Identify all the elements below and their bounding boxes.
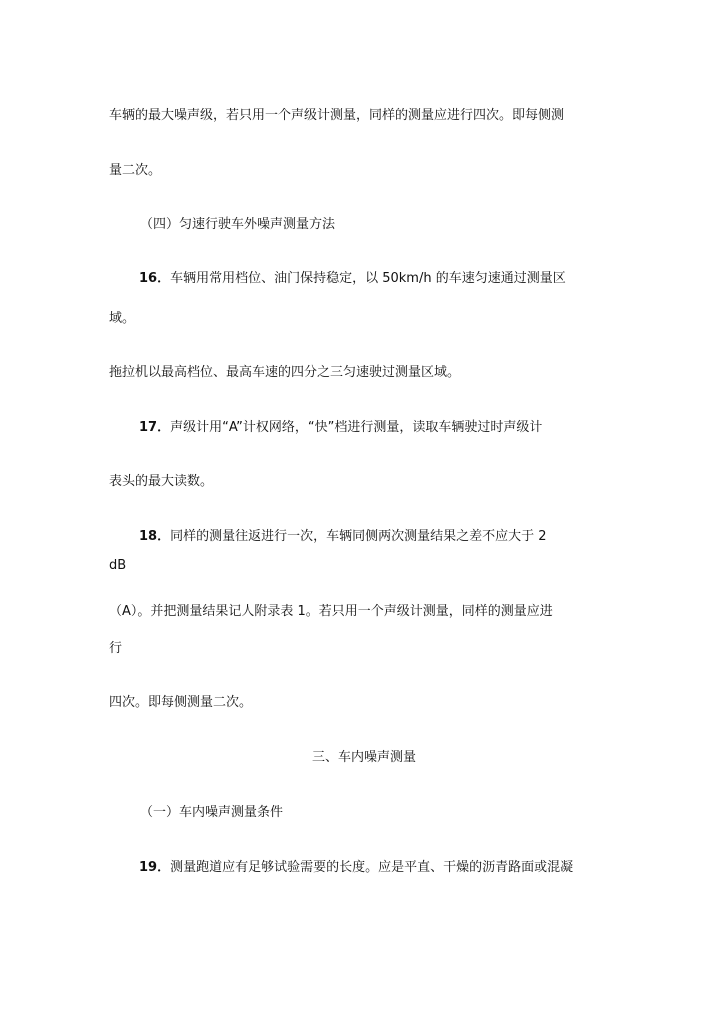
line-text: 量二次。 xyxy=(109,163,162,178)
item-17 xyxy=(139,419,542,437)
paragraph-line xyxy=(109,557,126,575)
paragraph-line xyxy=(109,603,553,621)
item-number: 18． xyxy=(139,529,171,544)
item-number: 19． xyxy=(139,860,171,875)
line-text: 拖拉机以最高档位、最高车速的四分之三匀速驶过测量区域。 xyxy=(109,365,461,380)
item-19 xyxy=(139,859,573,877)
item-16 xyxy=(139,270,566,288)
heading-text: （四）匀速行驶车外噪声测量方法 xyxy=(140,217,336,232)
line-text: dB xyxy=(109,558,127,573)
line-text: （A）。并把测量结果记人附录表 1。若只用一个声级计测量，同样的测量应进 xyxy=(109,604,553,619)
line-text: 四次。即每侧测量二次。 xyxy=(109,695,253,710)
line-text: 声级计用“A”计权网络，“快”档进行测量，读取车辆驶过时声级计 xyxy=(170,420,543,435)
paragraph-line xyxy=(109,473,213,491)
line-text: 车辆用常用档位、油门保持稳定，以 50km/h 的车速匀速通过测量区 xyxy=(170,271,566,286)
line-text: 测量跑道应有足够试验需要的长度。应是平直、干燥的沥青路面或混凝 xyxy=(170,860,574,875)
line-text: 同样的测量往返进行一次，车辆同侧两次测量结果之差不应大于 2 xyxy=(170,529,547,544)
paragraph-line xyxy=(109,640,122,658)
heading-text: （一）车内噪声测量条件 xyxy=(140,805,284,820)
heading-text: 三、车内噪声测量 xyxy=(311,750,416,765)
line-text: 表头的最大读数。 xyxy=(109,474,214,489)
paragraph-line xyxy=(109,162,161,180)
item-number: 16． xyxy=(139,271,171,286)
line-text: 行 xyxy=(109,641,123,656)
paragraph-line xyxy=(109,364,460,382)
section-heading xyxy=(140,216,335,234)
paragraph-line xyxy=(109,310,135,328)
item-number: 17． xyxy=(139,420,171,435)
line-text: 车辆的最大噪声级，若只用一个声级计测量，同样的测量应进行四次。即每侧测 xyxy=(109,108,565,123)
section-heading xyxy=(140,804,283,822)
item-18 xyxy=(139,528,547,546)
paragraph-line xyxy=(109,694,252,712)
chapter-heading xyxy=(0,749,724,767)
paragraph-line xyxy=(109,107,564,125)
line-text: 域。 xyxy=(109,311,136,326)
